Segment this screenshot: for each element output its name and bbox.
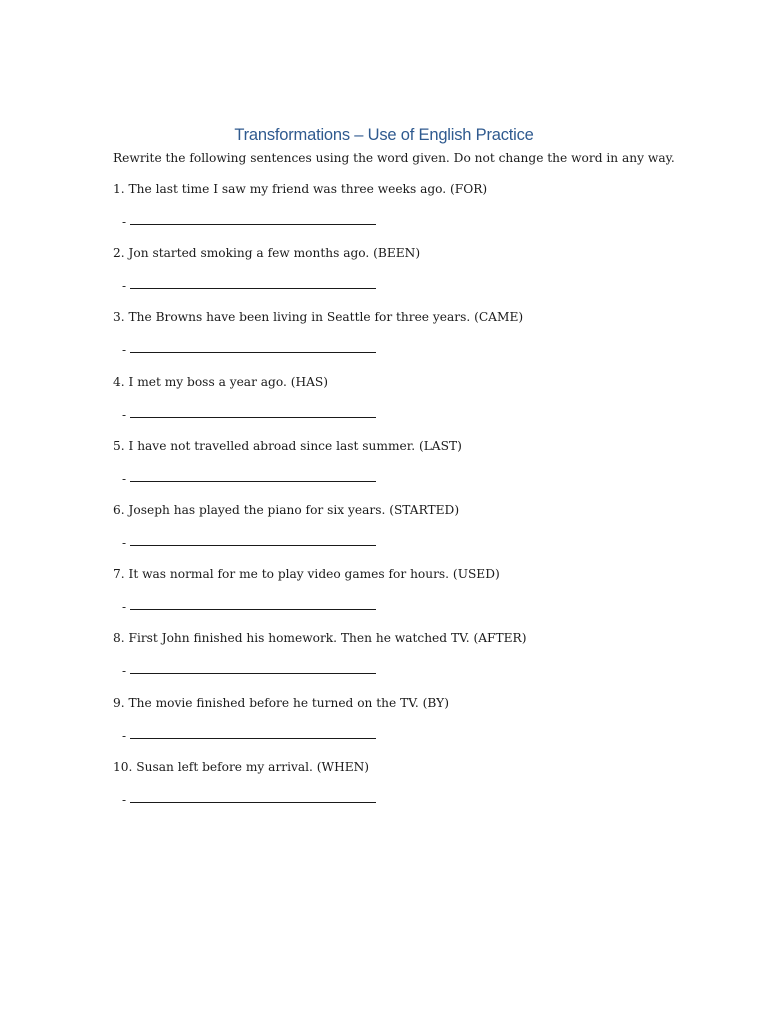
exercise-sentence: 1. The last time I saw my friend was three weeks ago. (FOR) (113, 182, 488, 196)
exercise-item-6 (113, 501, 673, 565)
answer-line[interactable] (122, 341, 376, 359)
answer-blank[interactable] (130, 351, 376, 353)
exercise-item-7 (113, 565, 673, 629)
answer-blank[interactable] (130, 737, 376, 739)
instructions-text: Rewrite the following sentences using the word given. Do not change the word in any way. (113, 151, 675, 165)
answer-blank[interactable] (130, 287, 376, 289)
exercise-sentence: 7. It was normal for me to play video games for hours. (USED) (113, 567, 500, 582)
exercise-item-1 (113, 180, 673, 244)
exercise-item-3 (113, 308, 673, 372)
exercise-sentence: 5. I have not travelled abroad since last summer. (LAST) (113, 438, 462, 453)
answer-bullet: - (122, 343, 127, 358)
answer-blank[interactable] (130, 480, 376, 482)
answer-line[interactable] (122, 598, 376, 616)
exercise-item-8 (113, 629, 673, 693)
exercise-sentence: 2. Jon started smoking a few months ago. (BEEN) (113, 246, 421, 261)
exercise-sentence: 9. The movie finished before he turned on the TV. (BY) (113, 695, 449, 710)
answer-bullet: - (122, 471, 127, 486)
answer-line[interactable] (122, 534, 376, 552)
answer-line[interactable] (122, 662, 376, 680)
answer-blank[interactable] (130, 544, 376, 546)
exercise-item-4 (113, 373, 673, 437)
answer-bullet: - (122, 279, 127, 294)
answer-bullet: - (122, 407, 127, 422)
exercise-sentence: 3. The Browns have been living in Seattle for three years. (CAME) (113, 310, 524, 325)
answer-line[interactable] (122, 791, 376, 809)
answer-line[interactable] (122, 727, 376, 745)
exercise-item-5 (113, 437, 673, 501)
page-title: Transformations – Use of English Practice (234, 126, 534, 144)
exercise-item-2 (113, 244, 673, 308)
answer-line[interactable] (122, 277, 376, 295)
exercise-list (113, 180, 673, 822)
answer-bullet: - (122, 215, 127, 229)
answer-bullet: - (122, 728, 127, 743)
answer-bullet: - (122, 664, 127, 679)
answer-blank[interactable] (130, 416, 376, 418)
answer-blank[interactable] (130, 672, 376, 674)
answer-blank[interactable] (130, 223, 376, 225)
exercise-sentence: 10. Susan left before my arrival. (WHEN) (113, 759, 370, 774)
exercise-item-10 (113, 758, 673, 822)
exercise-sentence: 6. Joseph has played the piano for six years. (STARTED) (113, 502, 460, 517)
exercise-item-9 (113, 694, 673, 758)
exercise-sentence: 8. First John finished his homework. Then he watched TV. (AFTER) (113, 631, 527, 646)
answer-line[interactable] (122, 406, 376, 424)
answer-bullet: - (122, 600, 127, 615)
answer-line[interactable] (122, 470, 376, 488)
answer-blank[interactable] (130, 801, 376, 803)
answer-blank[interactable] (130, 608, 376, 610)
answer-bullet: - (122, 535, 127, 550)
exercise-sentence: 4. I met my boss a year ago. (HAS) (113, 374, 329, 389)
answer-bullet: - (122, 792, 127, 807)
answer-line[interactable] (122, 213, 376, 231)
